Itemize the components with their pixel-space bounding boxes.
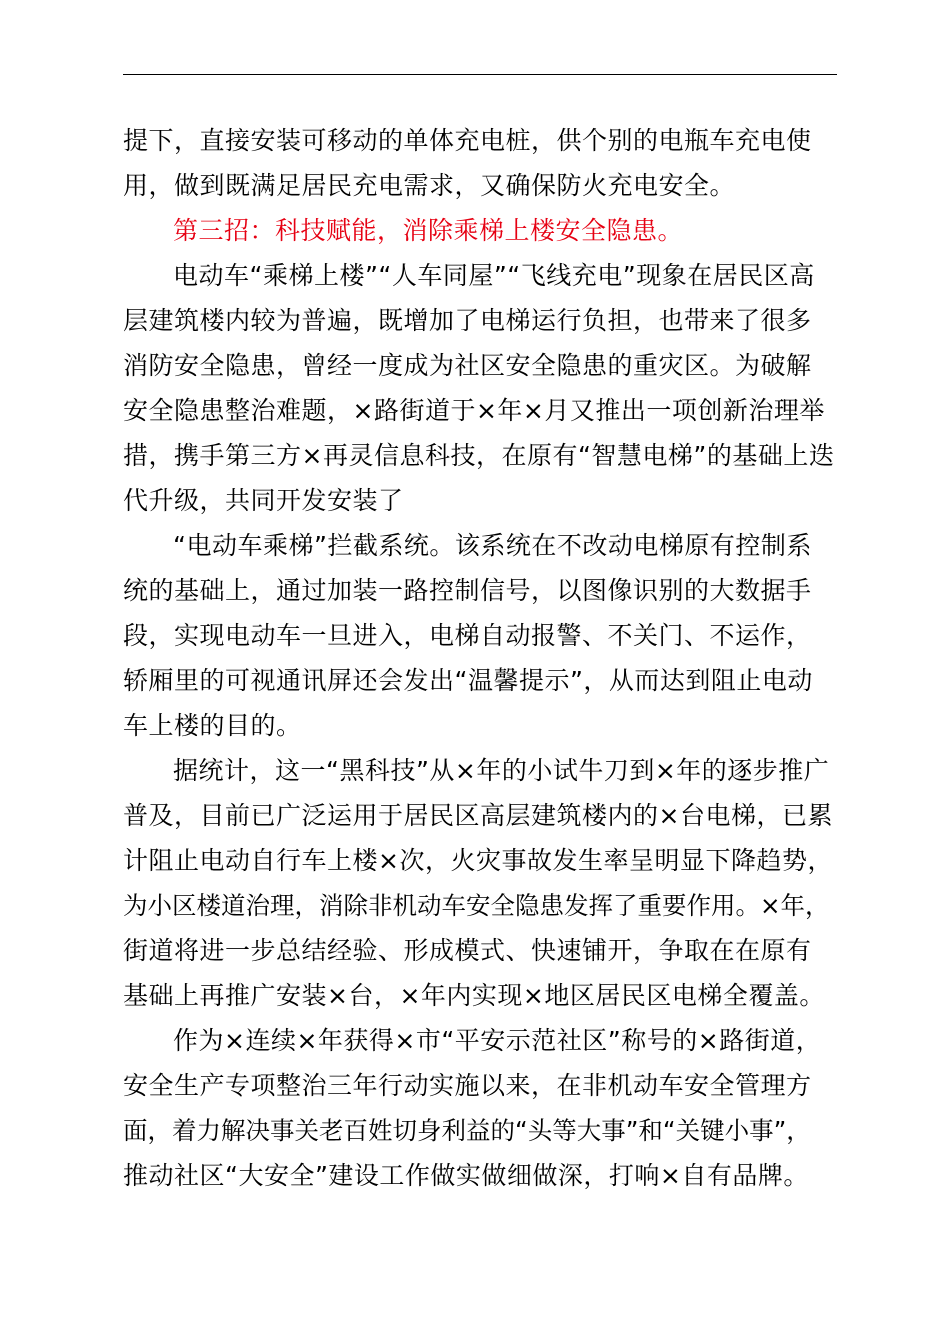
text-line: 普及，目前已广泛运用于居民区高层建筑楼内的×台电梯，已累 [123, 801, 833, 830]
text-line: 基础上再推广安装×台，×年内实现×地区居民区电梯全覆盖。 [123, 981, 825, 1010]
header-rule [123, 74, 837, 75]
text-line: 用，做到既满足居民充电需求，又确保防火充电安全。 [123, 171, 736, 200]
text-line: 消防安全隐患，曾经一度成为社区安全隐患的重灾区。为破解 [123, 351, 812, 380]
text-line: 安全隐患整治难题，×路街道于×年×月又推出一项创新治理举 [123, 396, 825, 425]
paragraph-start: 电动车“乘梯上楼”“人车同屋”“飞线充电”现象在居民区高 [173, 261, 815, 290]
text-line: 轿厢里的可视通讯屏还会发出“温馨提示”，从而达到阻止电动 [123, 666, 813, 695]
text-line: 段，实现电动车一旦进入，电梯自动报警、不关门、不运作， [123, 621, 812, 650]
text-line: 代升级，共同开发安装了 [123, 486, 404, 515]
text-line: 面，着力解决事关老百姓切身利益的“头等大事”和“关键小事”， [123, 1116, 811, 1145]
text-line: 推动社区“大安全”建设工作做实做细做深，打响×自有品牌。 [123, 1161, 809, 1190]
section-heading: 第三招：科技赋能，消除乘梯上楼安全隐患。 [173, 216, 684, 245]
text-line: 统的基础上，通过加装一路控制信号，以图像识别的大数据手 [123, 576, 812, 605]
text-line: 安全生产专项整治三年行动实施以来，在非机动车安全管理方 [123, 1071, 812, 1100]
paragraph-start: “电动车乘梯”拦截系统。该系统在不改动电梯原有控制系 [173, 531, 812, 560]
document-body [123, 118, 837, 1198]
paragraph-start: 作为×连续×年获得×市“平安示范社区”称号的×路街道， [173, 1026, 822, 1055]
text-line: 车上楼的目的。 [123, 711, 302, 740]
text-line: 为小区楼道治理，消除非机动车安全隐患发挥了重要作用。×年， [123, 891, 830, 920]
paragraph-start: 据统计，这一“黑科技”从×年的小试牛刀到×年的逐步推广 [173, 756, 830, 785]
text-line: 街道将进一步总结经验、形成模式、快速铺开，争取在在原有 [123, 936, 812, 965]
text-line: 计阻止电动自行车上楼×次，火灾事故发生率呈明显下降趋势， [123, 846, 833, 875]
text-line: 层建筑楼内较为普遍，既增加了电梯运行负担，也带来了很多 [123, 306, 812, 335]
text-line: 提下，直接安装可移动的单体充电桩，供个别的电瓶车充电使 [123, 126, 812, 155]
text-line: 措，携手第三方×再灵信息科技，在原有“智慧电梯”的基础上迭 [123, 441, 835, 470]
